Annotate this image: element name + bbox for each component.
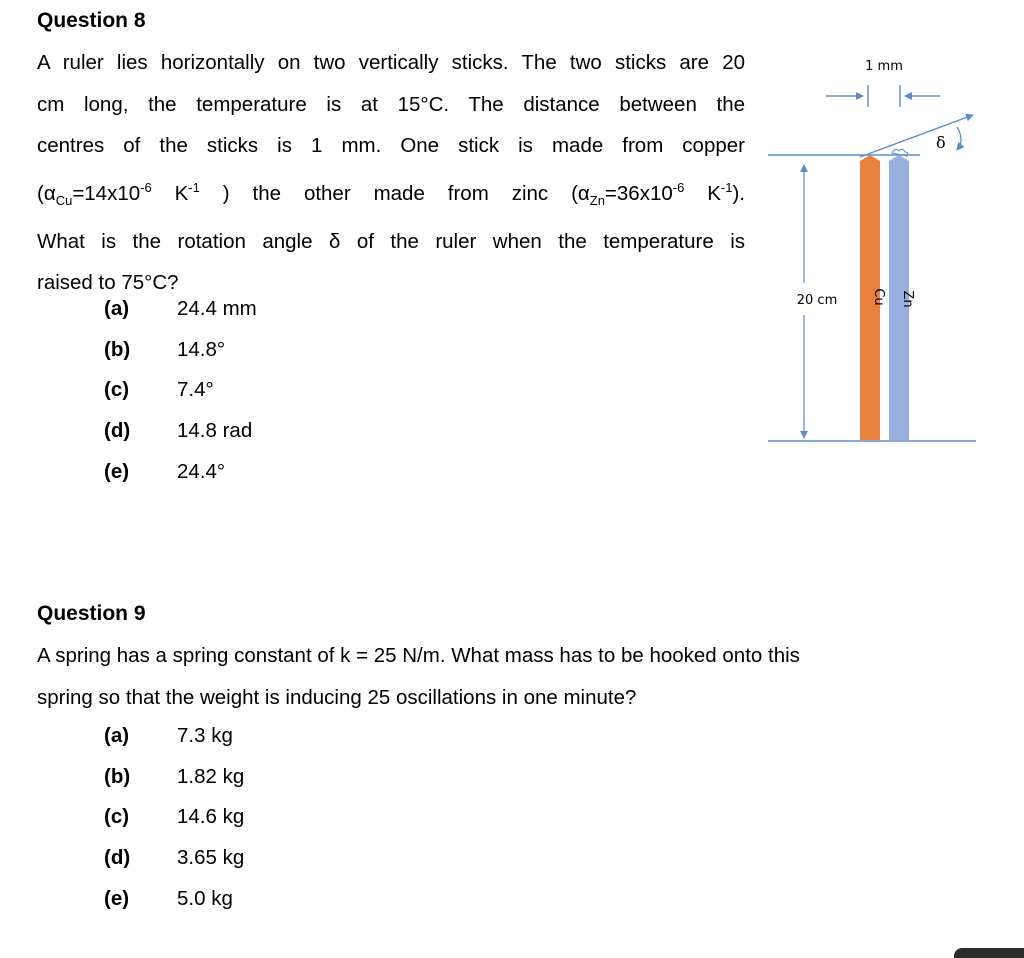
q9-option-b[interactable]: (b) 1.82 kg [104, 764, 245, 788]
angle-delta-label: δ [936, 133, 946, 152]
question-8-text [37, 42, 745, 304]
height-label: 20 cm [796, 293, 838, 308]
q8-option-c[interactable]: (c) 7.4° [104, 378, 214, 402]
question-8-title: Question 8 [37, 9, 146, 32]
q8-option-d[interactable]: (d) 14.8 rad [104, 419, 253, 443]
gap-label: 1 mm [865, 59, 903, 74]
q9-line-2: spring so that the weight is inducing 25 oscillations in one minute? [37, 685, 637, 709]
q9-option-a[interactable]: (a) 7.3 kg [104, 724, 233, 747]
question-9-options [104, 716, 244, 919]
question-9-text [37, 635, 977, 718]
zinc-label: Zn [900, 290, 915, 308]
q9-option-e[interactable]: (e) 5.0 kg [104, 886, 233, 910]
q9-option-d[interactable]: (d) 3.65 kg [104, 846, 245, 870]
sticks-diagram [760, 45, 980, 450]
q9-option-c[interactable]: (c) 14.6 kg [104, 805, 245, 829]
q8-line-4: ($\alpha_{Cu}=14x10^{-6}$ $K^{-1}$ ) the other made from zinc ($\alpha_{Zn}=36x10^{-6}$ $K^{-1}$). [37, 179, 745, 208]
q8-line-5: What is the rotation angle δ of the ruler when the temperature is [37, 229, 745, 253]
tilted-ruler [860, 115, 973, 157]
q8-line-1: A ruler lies horizontally on two vertically sticks. The two sticks are 20 [37, 51, 745, 74]
corner-scroll-indicator [954, 948, 1024, 958]
q8-line-3: centres of the sticks is 1 mm. One stick is made from copper [37, 134, 745, 157]
gap-arrows [826, 85, 940, 107]
q9-line-1: A spring has a spring constant of k = 25 N/m. What mass has to be hooked onto this [37, 644, 800, 667]
q8-option-e[interactable]: (e) 24.4° [104, 459, 226, 483]
question-8-options [104, 289, 257, 492]
q8-line-6: raised to 75°C? [37, 271, 179, 295]
copper-label: Cu [871, 288, 886, 306]
q8-line-2: cm long, the temperature is at 15°C. The distance between the [37, 92, 745, 116]
angle-arc [957, 127, 961, 150]
question-9-title: Question 9 [37, 602, 146, 625]
q8-option-b[interactable]: (b) 14.8° [104, 337, 226, 361]
q8-option-a[interactable]: (a) 24.4 mm [104, 297, 257, 320]
